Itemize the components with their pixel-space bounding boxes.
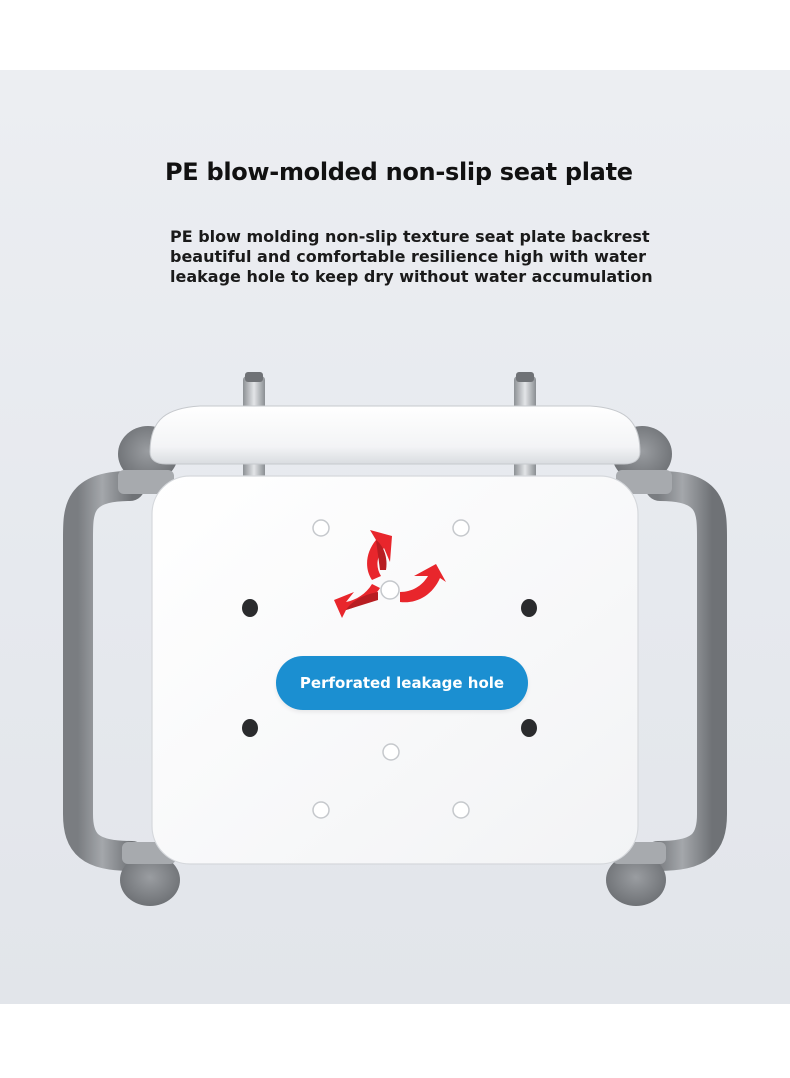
drain-hole <box>453 520 469 536</box>
drain-hole <box>313 802 329 818</box>
page-title: PE blow-molded non-slip seat plate <box>165 158 633 186</box>
drain-hole <box>453 802 469 818</box>
shower-chair-illustration <box>0 70 790 1004</box>
description-line: PE blow molding non-slip texture seat plate backrest <box>170 227 650 246</box>
mounting-hole <box>521 719 537 737</box>
description-line: beautiful and comfortable resilience high with water <box>170 247 647 266</box>
armrest-right <box>658 486 712 856</box>
drain-hole <box>383 744 399 760</box>
product-panel <box>0 70 790 1004</box>
drain-hole <box>313 520 329 536</box>
mounting-hole <box>242 719 258 737</box>
mounting-hole <box>521 599 537 617</box>
mounting-hole <box>242 599 258 617</box>
description-line: leakage hole to keep dry without water accumulation <box>170 267 653 286</box>
leakage-hole-callout: Perforated leakage hole <box>276 656 528 710</box>
armrest-left <box>78 486 132 856</box>
backrest <box>150 406 640 464</box>
